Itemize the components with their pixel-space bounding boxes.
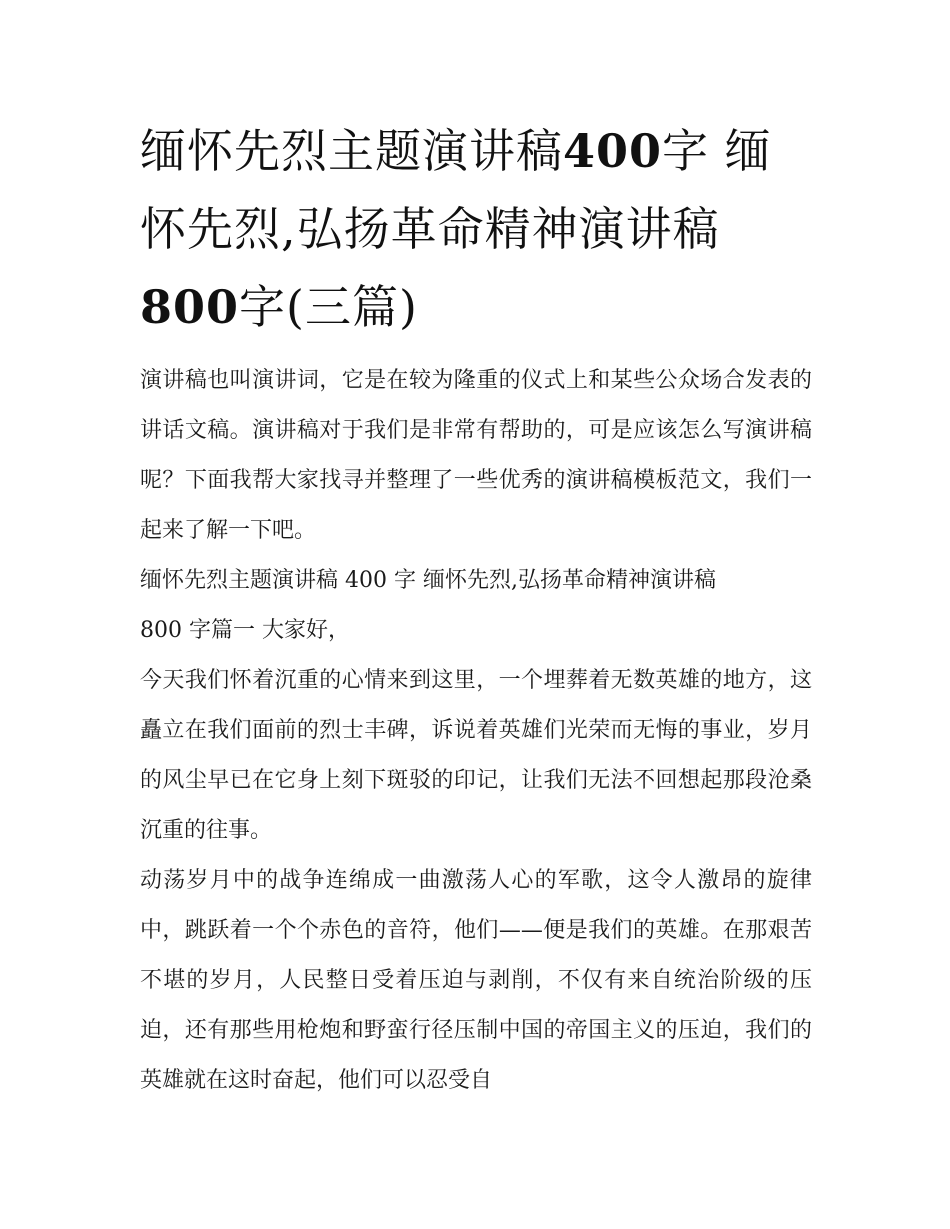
document-title (140, 112, 812, 346)
title-text: 怀先烈,弘扬革命精神演讲稿 (140, 202, 720, 256)
title-number: 800 (140, 280, 240, 334)
section-heading-line-1: 缅怀先烈主题演讲稿 400 字 缅怀先烈,弘扬革命精神演讲稿 (140, 568, 716, 593)
body-paragraph-2: 动荡岁月中的战争连绵成一曲激荡人心的军歌，这令人激昂的旋律中，跳跃着一个个赤色的音符，他们——便是我们的英雄。在那艰苦不堪的岁月，人民整日受着压迫与剥削，不仅有来自统治阶级的压迫，还有那些用枪炮和野蛮行径压制中国的帝国主义的压迫，我们的英雄就在这时奋起，他们可以忍受自 (140, 868, 812, 1093)
intro-paragraph: 演讲稿也叫演讲词，它是在较为隆重的仪式上和某些公众场合发表的讲话文稿。演讲稿对于我们是非常有帮助的，可是应该怎么写演讲稿呢？下面我帮大家找寻并整理了一些优秀的演讲稿模板范文，我们一起来了解一下吧。 (140, 368, 812, 543)
section-heading-line-2: 800 字篇一 大家好， (140, 618, 350, 643)
title-text: 字 缅 (662, 124, 772, 178)
title-line-1 (140, 112, 812, 190)
document-page (140, 112, 812, 1106)
title-line-3 (140, 268, 812, 346)
body-paragraph-1: 今天我们怀着沉重的心情来到这里，一个埋葬着无数英雄的地方，这矗立在我们面前的烈士丰碑，诉说着英雄们光荣而无悔的事业，岁月的风尘早已在它身上刻下斑驳的印记，让我们无法不回想起那段沧桑沉重的往事。 (140, 668, 812, 843)
title-line-2 (140, 190, 812, 268)
title-text: 字(三篇) (239, 280, 418, 334)
title-number: 400 (563, 124, 663, 178)
title-text: 缅怀先烈主题演讲稿 (140, 124, 563, 178)
